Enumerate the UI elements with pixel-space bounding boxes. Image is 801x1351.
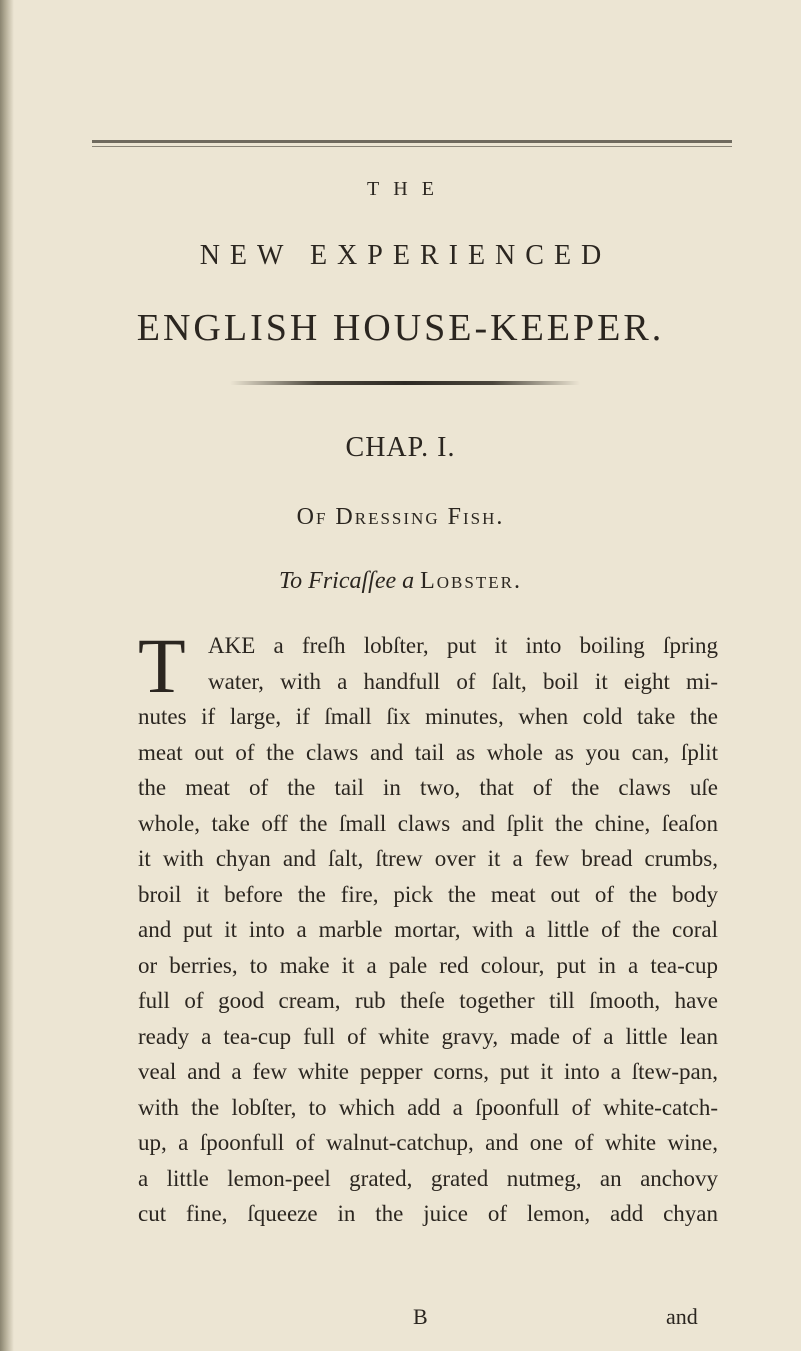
body-line: up, a ſpoonfull of walnut-catchup, and one of white wine, <box>138 1130 718 1155</box>
body-line: a little lemon-peel grated, grated nutmeg, an anchovy <box>138 1165 718 1191</box>
title-the: THE <box>367 178 448 200</box>
body-line: and put it into a marble mortar, with a little of the coral <box>138 917 718 942</box>
body-line: ready a tea-cup full of white gravy, made of a little lean <box>138 1023 718 1049</box>
body-line: whole, take off the ſmall claws and ſplit the chine, ſeaſon <box>138 810 718 836</box>
recipe-body <box>138 622 718 1232</box>
recipe-title-subject: Lobster. <box>420 568 522 594</box>
top-rule <box>92 140 732 143</box>
top-rule-thin <box>92 146 732 147</box>
drop-cap: T <box>138 622 186 709</box>
catchword: and <box>666 1304 698 1329</box>
body-line: or berries, to make it a pale red colour, put in a tea-cup <box>138 952 718 978</box>
title-line-1: NEW EXPERIENCED <box>199 240 612 271</box>
recipe-title <box>0 568 801 595</box>
book-spine-shadow <box>0 0 14 1351</box>
body-line: nutes if large, if ſmall ſix minutes, when cold take the <box>138 704 718 729</box>
body-line: broil it before the fire, pick the meat out of the body <box>138 881 718 907</box>
body-line: meat out of the claws and tail as whole as you can, ſplit <box>138 739 718 765</box>
body-line: the meat of the tail in two, that of the claws uſe <box>138 775 718 800</box>
chapter-label: CHAP. I. <box>345 432 456 463</box>
title-line-2: ENGLISH HOUSE-KEEPER. <box>136 307 665 349</box>
ornamental-rule <box>230 381 580 385</box>
body-line: cut fine, ſqueeze in the juice of lemon, add chyan <box>138 1201 718 1226</box>
signature-mark: B <box>413 1304 428 1329</box>
body-line: full of good cream, rub theſe together till ſmooth, have <box>138 988 718 1013</box>
section-heading: Of Dressing Fish. <box>296 504 505 530</box>
body-line: water, with a handfull of ſalt, boil it eight mi- <box>208 668 718 694</box>
body-line: AKE a freſh lobſter, put it into boiling ſpring <box>208 633 718 658</box>
body-line: it with chyan and ſalt, ſtrew over it a few bread crumbs, <box>138 846 718 871</box>
body-line: veal and a few white pepper corns, put it into a ſtew-pan, <box>138 1059 718 1084</box>
body-line: with the lobſter, to which add a ſpoonfull of white-catch- <box>138 1094 718 1120</box>
recipe-title-prefix: To Fricaſſee a <box>279 568 415 594</box>
